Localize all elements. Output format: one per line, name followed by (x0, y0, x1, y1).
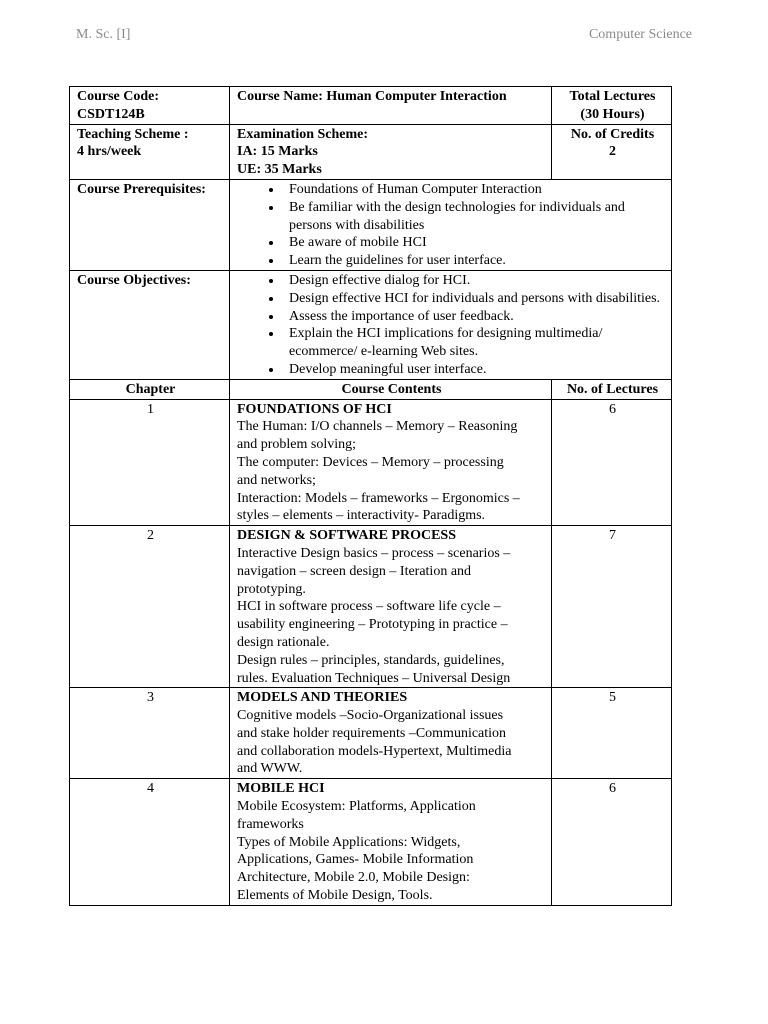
contents-header: Course Contents (230, 379, 552, 399)
content-line: prototyping. (237, 581, 306, 597)
objectives-row (70, 270, 672, 379)
chapter-lectures: 7 (552, 526, 672, 688)
list-item: • Develop meaningful user interface. (283, 361, 666, 379)
list-item: • Be aware of mobile HCI (283, 234, 666, 252)
content-line: The Human: I/O channels – Memory – Reasoning (237, 419, 518, 435)
content-line: navigation – screen design – Iteration and (237, 563, 472, 579)
credits-cell (552, 124, 672, 179)
exam-scheme-label: Examination Scheme: (237, 126, 369, 142)
prerequisites-row (70, 179, 672, 270)
course-code-label: Course Code: (77, 89, 160, 104)
teaching-scheme-value: 4 hrs/week (77, 144, 142, 160)
credits-label: No. of Credits (570, 126, 655, 142)
list-item: • Be familiar with the design technologies for individuals and persons with disabilities (283, 199, 666, 235)
syllabus-table (69, 86, 672, 906)
content-line: The computer: Devices – Memory – processing (237, 454, 504, 470)
teaching-scheme-cell (70, 124, 230, 179)
content-line: Applications, Games- Mobile Information (237, 852, 474, 868)
header-department: Computer Science (588, 27, 692, 42)
content-line: frameworks (237, 816, 304, 832)
chapter-number: 2 (70, 526, 230, 688)
table-row (70, 526, 672, 688)
table-row (70, 688, 672, 779)
prerequisites-label: Course Prerequisites: (70, 179, 230, 270)
chapter-title: MODELS AND THEORIES (237, 690, 408, 706)
course-name-cell: Course Name: Human Computer Interaction (230, 87, 552, 125)
total-lectures-cell (552, 87, 672, 125)
content-line: Cognitive models –Socio-Organizational issues (237, 708, 504, 724)
prerequisites-cell (230, 179, 672, 270)
course-info-row (70, 87, 672, 125)
content-line: Elements of Mobile Design, Tools. (237, 888, 433, 904)
header-program: M. Sc. [I] (76, 27, 131, 42)
course-code-cell (70, 87, 230, 125)
content-line: Architecture, Mobile 2.0, Mobile Design: (237, 870, 470, 886)
chapter-lectures: 6 (552, 399, 672, 526)
prerequisites-list (237, 181, 666, 270)
list-item: • Design effective HCI for individuals and persons with disabilities. (283, 290, 666, 308)
content-line: design rationale. (237, 634, 330, 650)
list-item: • Design effective dialog for HCI. (283, 272, 666, 290)
content-line: usability engineering – Prototyping in practice – (237, 617, 508, 633)
lectures-header: No. of Lectures (552, 379, 672, 399)
content-line: and networks; (237, 472, 316, 488)
teaching-scheme-label: Teaching Scheme : (77, 126, 189, 142)
chapter-contents (230, 526, 552, 688)
chapter-lectures: 5 (552, 688, 672, 779)
content-line: rules. Evaluation Techniques – Universal Design (237, 670, 511, 686)
table-row (70, 399, 672, 526)
chapter-contents (230, 688, 552, 779)
content-line: Mobile Ecosystem: Platforms, Application (237, 799, 476, 815)
table-row (70, 779, 672, 906)
exam-scheme-cell (230, 124, 552, 179)
list-item: • Foundations of Human Computer Interaction (283, 181, 666, 199)
content-line: and problem solving; (237, 437, 356, 453)
chapter-contents (230, 399, 552, 526)
chapter-title: MOBILE HCI (237, 781, 325, 797)
chapter-number: 4 (70, 779, 230, 906)
chapter-number: 3 (70, 688, 230, 779)
course-code-value: CSDT124B (77, 106, 145, 122)
content-line: styles – elements – interactivity- Paradigms. (237, 508, 486, 524)
content-line: and collaboration models-Hypertext, Multimedia (237, 743, 512, 759)
list-item: • Explain the HCI implications for designing multimedia/ ecommerce/ e-learning Web sites. (283, 325, 666, 361)
content-line: HCI in software process – software life cycle – (237, 599, 501, 615)
list-item: • Assess the importance of user feedback. (283, 308, 666, 326)
chapter-title: DESIGN & SOFTWARE PROCESS (237, 528, 456, 544)
content-line: Interactive Design basics – process – scenarios – (237, 545, 511, 561)
chapter-number: 1 (70, 399, 230, 526)
objectives-cell (230, 270, 672, 379)
content-line: Types of Mobile Applications: Widgets, (237, 834, 461, 850)
objectives-label: Course Objectives: (70, 270, 230, 379)
content-line: Design rules – principles, standards, guidelines, (237, 652, 505, 668)
chapter-title: FOUNDATIONS OF HCI (237, 401, 392, 417)
chapter-lectures: 6 (552, 779, 672, 906)
chapter-contents (230, 779, 552, 906)
chapter-header: Chapter (70, 379, 230, 399)
exam-ia: IA: 15 Marks (237, 144, 318, 160)
total-lectures-label: Total Lectures (569, 89, 656, 104)
scheme-row (70, 124, 672, 179)
list-item: • Learn the guidelines for user interface. (283, 252, 666, 270)
content-line: and stake holder requirements –Communication (237, 725, 507, 741)
objectives-list (237, 272, 666, 379)
content-line: and WWW. (237, 761, 303, 777)
content-line: Interaction: Models – frameworks – Ergonomics – (237, 490, 520, 506)
exam-ue: UE: 35 Marks (237, 162, 322, 178)
total-lectures-hours: (30 Hours) (580, 106, 645, 122)
chapter-header-row (70, 379, 672, 399)
credits-value: 2 (609, 144, 616, 160)
